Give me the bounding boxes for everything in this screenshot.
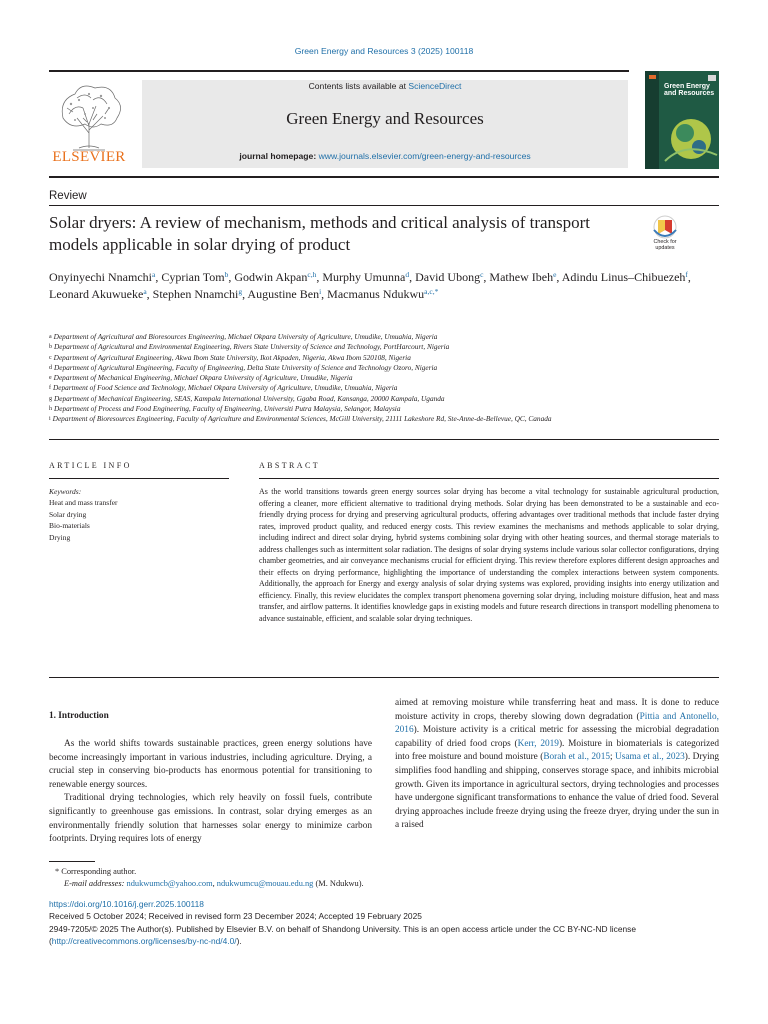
affiliation-item xyxy=(49,383,729,393)
author-affiliation-marker[interactable]: b xyxy=(224,270,229,279)
homepage-link[interactable]: www.journals.elsevier.com/green-energy-and-resources xyxy=(318,151,531,161)
body-text: ). Drying simplifies food handling and shipping, conserves storage space, and inhibits microbial growth. Given its importance in agricultural sectors, drying technologies and processes have undergone significant transformations to enhance the value of dried food. Several drying approaches include freeze drying using the freeze dryer, drying under the sun in a raised xyxy=(395,752,719,831)
citation-link[interactable]: Kerr, 2019 xyxy=(517,738,559,749)
keyword-item: Bio-materials xyxy=(49,521,90,531)
affiliation-key: h xyxy=(49,406,52,413)
author-list xyxy=(49,269,719,303)
abstract-heading: ABSTRACT xyxy=(259,461,320,470)
author-separator: , xyxy=(483,270,490,284)
affiliation-key: i xyxy=(49,416,51,423)
affiliations-rule xyxy=(49,439,719,440)
cover-title: Green Energy and Resources xyxy=(664,83,715,98)
license-text: 2949-7205/© 2025 The Author(s). Published by Elsevier B.V. on behalf of Shandong University. This is an open access article under the CC BY-NC-ND license ( xyxy=(49,923,637,947)
affiliation-key: b xyxy=(49,344,52,351)
abstract-rule xyxy=(259,478,719,479)
author-separator: , xyxy=(409,270,416,284)
affiliation-text: Department of Food Science and Technology, Michael Okpara University of Agriculture, Umudike, Umuahia, Nigeria xyxy=(53,383,398,393)
affiliation-item xyxy=(49,353,729,363)
email-link[interactable]: ndukwumcu@mouau.edu.ng xyxy=(216,879,314,889)
body-text: ). Moisture activity is a critical metric for assessing the microbial degradation capability of dried food crops ( xyxy=(395,725,719,749)
author-separator: , xyxy=(687,270,691,284)
abstract-text: As the world transitions towards green energy sources solar drying has become a vital technology for sustainable agricultural production, offering a cleaner, more efficient alternative to traditional drying methods. Solar drying has been demonstrated to be a sustainable and eco-friendly drying process for drying and preserving agricultural products, offering advantages over traditional methods that include faster drying rates, improved product quality, and reduced energy costs. This review examines the mechanisms and methods applicable to solar drying, including indirect and direct solar drying, hybrid systems combining solar drying with other heating sources, and thermal storage materials to address challenges such as intermittent solar radiation. The designs of solar drying systems include various solar collector configurations, drying chamber geometries, and air conveyance mechanisms crucial for efficient drying. This review therefore explores different design approaches and their effects on drying performance, highlighting the importance of understanding the complex interactions between system components. Additionally, the approach for Energy and exergy analysis of solar drying systems was explored, providing insights into energy utilization and efficiency. Finally, this review elucidates the complex transport phenomena governing solar drying, including moisture diffusion, heat and mass transfer, and airflow patterns. It identifies knowledge gaps in existing models and future research directions in transport modelling phenomena to advance sustainable, efficient, and scalable solar drying techniques. xyxy=(259,487,719,623)
author-separator: , xyxy=(321,286,328,301)
author-name[interactable]: Adindu Linus–Chibuezeh xyxy=(561,270,686,284)
journal-homepage xyxy=(142,151,628,161)
affiliation-item xyxy=(49,414,729,424)
article-type-rule xyxy=(49,205,719,206)
email-owner: (M. Ndukwu). xyxy=(313,879,364,889)
header-bottom-rule xyxy=(49,176,719,178)
author-separator: , xyxy=(155,270,162,284)
abstract-bottom-rule xyxy=(49,677,719,678)
email-separator: , xyxy=(212,879,217,889)
article-metadata xyxy=(49,898,719,948)
body-text: aimed at removing moisture while transferring heat and mass. It is done to reduce moisture activity in crops, thereby slowing down degradation ( xyxy=(395,698,719,722)
license-line xyxy=(49,923,719,948)
contents-prefix: Contents lists available at xyxy=(308,81,409,91)
email-label: E-mail addresses: xyxy=(64,879,127,889)
author-name[interactable]: Cyprian Tom xyxy=(161,270,225,284)
author-name[interactable]: Macmanus Ndukwu xyxy=(327,286,425,301)
affiliation-item xyxy=(49,342,729,352)
sciencedirect-link[interactable]: ScienceDirect xyxy=(408,81,462,91)
affiliation-key: c xyxy=(49,354,52,361)
footnote-rule xyxy=(49,861,95,862)
body-paragraph: As the world shifts towards sustainable practices, green energy solutions have become increasingly important in various industries, including agriculture. Drying, a crucial step in conserving bio-products has enormous potential for transitioning to renewable energy sources. xyxy=(49,739,372,790)
body-right-column xyxy=(395,697,719,833)
license-link[interactable]: http://creativecommons.org/licenses/by-nc-nd/4.0/ xyxy=(51,936,237,947)
affiliation-item xyxy=(49,332,729,342)
email-link[interactable]: ndukwumcb@yahoo.com xyxy=(126,879,213,889)
author-name[interactable]: Mathew Ibeh xyxy=(489,270,554,284)
citation-link[interactable]: Borah et al., 2015 xyxy=(543,752,610,763)
citation-link[interactable]: Pittia and Antonello, 2016 xyxy=(395,711,719,736)
body-paragraph: Traditional drying technologies, which rely heavily on fossil fuels, contribute significantly to greenhouse gas emissions. In contrast, solar drying emerges as an environmentally friendly solution that harnesses solar energy to minimize carbon footprints. Drying requires lots of energy xyxy=(49,793,372,845)
article-info-rule xyxy=(49,478,229,479)
affiliation-text: Department of Bioresources Engineering, Faculty of Agriculture and Environmental Sciences, McGill University, 21111 Lakeshore Rd, Ste-Anne-de-Bellevue, QC, Canada xyxy=(52,414,552,424)
corresponding-author-note: * Corresponding author. xyxy=(55,867,137,876)
keyword-item: Solar drying xyxy=(49,509,87,519)
affiliation-text: Department of Process and Food Engineering, Faculty of Engineering, Universiti Putra Malaysia, Selangor, Malaysia xyxy=(54,404,401,414)
author-separator: , xyxy=(316,270,323,284)
journal-title: Green Energy and Resources xyxy=(286,109,484,128)
author-affiliation-marker[interactable]: a,c,* xyxy=(424,286,439,296)
affiliation-text: Department of Mechanical Engineering, Michael Okpara University of Agriculture, Umudike, Nigeria xyxy=(53,373,353,383)
affiliation-key: g xyxy=(49,395,52,402)
author-separator: , xyxy=(146,286,153,301)
received-dates: Received 5 October 2024; Received in revised form 23 December 2024; Accepted 19 February 2025 xyxy=(49,911,422,922)
journal-cover-thumbnail[interactable] xyxy=(645,71,719,169)
affiliation-item xyxy=(49,404,729,414)
article-type: Review xyxy=(49,190,87,202)
doi-link[interactable]: https://doi.org/10.1016/j.gerr.2025.100118 xyxy=(49,899,204,909)
citation-link[interactable]: Usama et al., 2023 xyxy=(615,752,685,763)
body-text: ). Moisture in biomaterials is categorized into free moisture and bound moisture ( xyxy=(395,738,719,763)
author-affiliation-marker[interactable]: c xyxy=(480,270,484,279)
affiliation-text: Department of Agricultural and Bioresources Engineering, Michael Okpara University of Agriculture, Umudike, Umuahia, Nigeria xyxy=(53,332,438,341)
author-affiliation-marker[interactable]: a xyxy=(143,286,147,296)
author-name[interactable]: David Ubong xyxy=(415,270,481,284)
author-affiliation-marker[interactable]: c,h xyxy=(307,270,317,279)
author-affiliation-marker[interactable]: f xyxy=(685,270,688,279)
affiliation-item xyxy=(49,363,729,373)
license-suffix: ). xyxy=(236,936,242,947)
author-name[interactable]: Leonard Akuwueke xyxy=(49,286,144,301)
body-text: ; xyxy=(610,752,616,763)
header-top-rule xyxy=(49,70,629,72)
author-separator: , xyxy=(556,270,562,284)
affiliation-key: f xyxy=(49,385,51,392)
section-heading-introduction: 1. Introduction xyxy=(49,711,109,721)
body-left-column xyxy=(49,738,372,847)
homepage-label: journal homepage: xyxy=(239,151,319,161)
author-name[interactable]: Stephen Nnamchi xyxy=(152,286,239,301)
author-name[interactable]: Godwin Akpan xyxy=(234,270,308,284)
author-affiliation-marker[interactable]: i xyxy=(319,286,322,296)
affiliation-item xyxy=(49,373,729,383)
keyword-item: Heat and mass transfer xyxy=(49,498,118,508)
affiliation-list xyxy=(49,332,729,425)
author-affiliation-marker[interactable]: e xyxy=(553,270,557,279)
affiliation-key: d xyxy=(49,364,52,371)
author-name[interactable]: Onyinyechi Nnamchi xyxy=(49,270,152,284)
author-affiliation-marker[interactable]: d xyxy=(405,270,410,279)
author-name[interactable]: Augustine Ben xyxy=(247,286,320,301)
keywords-block xyxy=(49,486,229,543)
keywords-label: Keywords: xyxy=(49,487,82,496)
affiliation-key: e xyxy=(49,375,52,382)
affiliation-text: Department of Agricultural Engineering, Akwa Ibom State University, Ikot Akpaden, Nigeria, Akwa Ibom 520108, Nigeria xyxy=(53,352,411,362)
affiliation-text: Department of Mechanical Engineering, SEAS, Kampala International University, Ggaba Road, Kansanga, 20000 Kampala, Uganda xyxy=(54,393,445,403)
article-info-heading: ARTICLE INFO xyxy=(49,461,132,470)
check-for-updates-label: Check for updates xyxy=(653,239,677,251)
author-name[interactable]: Murphy Umunna xyxy=(322,270,406,284)
author-affiliation-marker[interactable]: a xyxy=(151,270,156,279)
affiliation-item xyxy=(49,394,729,404)
journal-reference[interactable]: Green Energy and Resources 3 (2025) 100118 xyxy=(294,46,474,56)
affiliation-key: a xyxy=(49,334,52,340)
author-separator: , xyxy=(228,270,235,284)
footnote xyxy=(49,866,719,891)
affiliation-text: Department of Agricultural and Environmental Engineering, Rivers State University of Science and Technology, PortHarcourt, Nigeria xyxy=(54,342,450,352)
elsevier-wordmark: ELSEVIER xyxy=(52,149,126,165)
author-separator: , xyxy=(242,286,248,301)
email-line xyxy=(49,878,719,890)
contents-lists-line xyxy=(142,81,628,91)
keyword-item: Drying xyxy=(49,532,71,542)
author-affiliation-marker[interactable]: g xyxy=(238,286,243,296)
affiliation-text: Department of Agricultural Engineering, Faculty of Engineering, Delta State University of Science and Technology Ozoro, Nigeria xyxy=(54,362,438,372)
article-title: Solar dryers: A review of mechanism, methods and critical analysis of transport models applicable in solar drying of product xyxy=(49,213,591,254)
